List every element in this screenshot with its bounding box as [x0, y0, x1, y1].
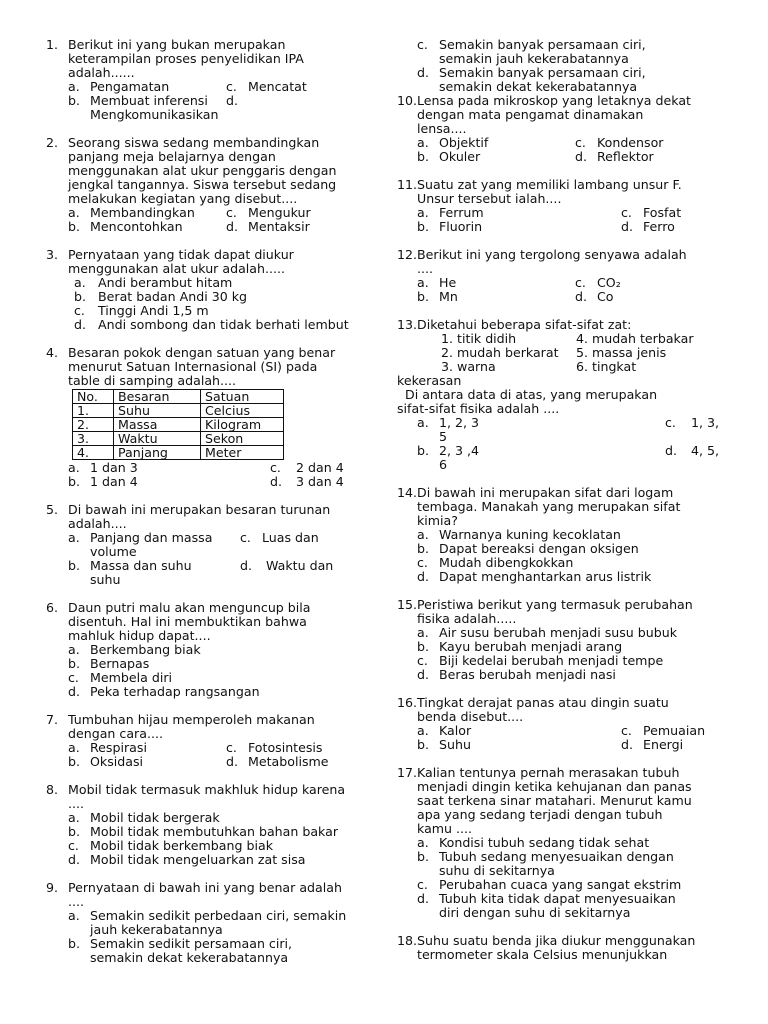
- option-b[interactable]: Mencontohkan: [90, 219, 183, 234]
- question-number: 4.: [46, 345, 59, 360]
- option-d[interactable]: Ferro: [643, 219, 675, 234]
- option-c[interactable]: Tinggi Andi 1,5 m: [98, 303, 209, 318]
- question-number: 12.: [397, 247, 418, 262]
- question-2: 2. Seorang siswa sedang membandingkan panjang meja belajarnya dengan menggunakan alat ukur penggaris dengan jengkal tangannya. Siswa tersebut sedang melakukan kegiatan yang disebut.... a. Membandingkan c. Mengukur b. Mencontohkan d. Mentaksir: [46, 136, 376, 234]
- option-b[interactable]: 2, 3 ,4: [439, 443, 480, 458]
- question-15: 15. Peristiwa berikut yang termasuk perubahan fisika adalah..... a. Air susu berubah menjadi susu bubuk b. Kayu berubah menjadi arang c. Biji kedelai berubah menjadi tempe d. Beras berubah menjadi nasi: [397, 597, 693, 682]
- option-d[interactable]: Mentaksir: [248, 219, 310, 234]
- option-a[interactable]: Ferrum: [439, 205, 484, 220]
- question-number: 3.: [46, 247, 59, 262]
- option-d[interactable]: Peka terhadap rangsangan: [90, 684, 260, 699]
- option-c[interactable]: 1, 3,: [691, 415, 720, 430]
- option-c[interactable]: CO₂: [597, 275, 621, 290]
- option-a[interactable]: Objektif: [439, 135, 489, 150]
- question-16: 16. Tingkat derajat panas atau dingin suatu benda disebut.... a. Kalor c. Pemuaian b. Suhu d. Energi: [397, 695, 706, 752]
- option-d[interactable]: Andi sombong dan tidak berhati lembut: [98, 317, 349, 332]
- option-d[interactable]: Metabolisme: [248, 754, 329, 769]
- option-b[interactable]: Mobil tidak membutuhkan bahan bakar: [90, 824, 339, 839]
- option-c[interactable]: Mudah dibengkokkan: [439, 555, 574, 570]
- option-c[interactable]: Mengukur: [248, 205, 311, 220]
- question-5: 5. Di bawah ini merupakan besaran turunan adalah.... a. Panjang dan massa c. Luas dan volume b. Massa dan suhu d. Waktu dan suhu: [46, 502, 334, 587]
- question-number: 16.: [397, 695, 418, 710]
- question-number: 1.: [46, 37, 59, 52]
- option-a[interactable]: Kondisi tubuh sedang tidak sehat: [439, 835, 650, 850]
- right-column: [397, 38, 727, 976]
- question-number: 8.: [46, 782, 59, 797]
- question-number: 10.: [397, 93, 418, 108]
- option-d[interactable]: Tubuh kita tidak dapat menyesuaikan: [439, 891, 676, 906]
- question-number: 17.: [397, 765, 418, 780]
- question-number: 18.: [397, 933, 418, 948]
- question-number: 9.: [46, 880, 59, 895]
- option-b[interactable]: Oksidasi: [90, 754, 144, 769]
- option-a[interactable]: Respirasi: [90, 740, 147, 755]
- option-c[interactable]: Pemuaian: [643, 723, 706, 738]
- option-a[interactable]: Andi berambut hitam: [98, 275, 233, 290]
- option-b[interactable]: Tubuh sedang menyesuaikan dengan: [439, 849, 674, 864]
- option-b[interactable]: Okuler: [439, 149, 481, 164]
- option-b[interactable]: Dapat bereaksi dengan oksigen: [439, 541, 639, 556]
- option-a[interactable]: Mobil tidak bergerak: [90, 810, 220, 825]
- question-1: [46, 38, 376, 122]
- option-c[interactable]: Kondensor: [597, 135, 664, 150]
- option-a[interactable]: Membandingkan: [90, 205, 195, 220]
- property-list: 1. titik didih 4. mudah terbakar 2. mudah berkarat 5. massa jenis 3. warna 6. tingkat: [441, 331, 694, 374]
- option-c[interactable]: Mencatat: [248, 79, 307, 94]
- option-b[interactable]: Fluorin: [439, 219, 483, 234]
- question-6: 6. Daun putri malu akan menguncup bila disentuh. Hal ini membuktikan bahwa mahluk hidup dapat.... a. Berkembang biak b. Bernapas c. Membela diri d. Peka terhadap rangsangan: [46, 600, 311, 699]
- question-number: 6.: [46, 600, 59, 615]
- option-c[interactable]: Mobil tidak berkembang biak: [90, 838, 273, 853]
- table-row: 4. Panjang Meter: [73, 446, 284, 460]
- question-number: 7.: [46, 712, 59, 727]
- option-d[interactable]: Waktu dan: [266, 558, 334, 573]
- option-c[interactable]: 2 dan 4: [296, 460, 344, 475]
- table-header: No. Besaran Satuan: [73, 390, 284, 404]
- option-b[interactable]: Membuat inferensi: [90, 93, 208, 108]
- option-d[interactable]: 4, 5,: [691, 443, 720, 458]
- option-a[interactable]: Kalor: [439, 723, 472, 738]
- option-c[interactable]: Biji kedelai berubah menjadi tempe: [439, 653, 664, 668]
- option-a[interactable]: 1 dan 3: [90, 460, 138, 475]
- option-d[interactable]: Energi: [643, 737, 684, 752]
- question-number: 14.: [397, 485, 418, 500]
- question-10: 10. Lensa pada mikroskop yang letaknya dekat dengan mata pengamat dinamakan lensa.... a. Objektif c. Kondensor b. Okuler d. Reflektor: [397, 93, 691, 164]
- table-row: 3. Waktu Sekon: [73, 432, 284, 446]
- option-d[interactable]: Co: [597, 289, 614, 304]
- option-b[interactable]: Mn: [439, 289, 458, 304]
- question-4: 4. Besaran pokok dengan satuan yang benar menurut Satuan Internasional (SI) pada table di samping adalah.... No. Besaran Satuan 1. Suhu Celcius 2. Massa Kilogram 3. Waktu Sekon 4. Panjang Meter a. 1 dan 3 c. 2 dan 4 b. 1 dan 4 d. 3 dan 4: [46, 345, 344, 489]
- option-a[interactable]: Air susu berubah menjadi susu bubuk: [439, 625, 678, 640]
- question-7: 7. Tumbuhan hijau memperoleh makanan dengan cara.... a. Respirasi c. Fotosintesis b. Oksidasi d. Metabolisme: [46, 712, 329, 769]
- option-d[interactable]: Dapat menghantarkan arus listrik: [439, 569, 652, 584]
- question-3: 3. Pernyataan yang tidak dapat diukur menggunakan alat ukur adalah..... a. Andi berambut hitam b. Berat badan Andi 30 kg c. Tinggi Andi 1,5 m d. Andi sombong dan tidak berhati lembut: [46, 247, 349, 332]
- option-d[interactable]: Mengkomunikasikan: [90, 107, 219, 122]
- option-c[interactable]: Semakin banyak persamaan ciri,: [439, 37, 646, 52]
- option-c[interactable]: Fosfat: [643, 205, 682, 220]
- table-row: 2. Massa Kilogram: [73, 418, 284, 432]
- option-a[interactable]: He: [439, 275, 457, 290]
- option-b[interactable]: Kayu berubah menjadi arang: [439, 639, 623, 654]
- option-b[interactable]: Berat badan Andi 30 kg: [98, 289, 248, 304]
- question-9: 9. Pernyataan di bawah ini yang benar adalah .... a. Semakin sedikit perbedaan ciri, semakin jauh kekerabatannya b. Semakin sedikit persamaan ciri, semakin dekat kekerabatannya: [46, 880, 347, 965]
- left-column: [46, 38, 376, 979]
- question-number: 15.: [397, 597, 418, 612]
- question-number: 11.: [397, 177, 418, 192]
- option-b[interactable]: 1 dan 4: [90, 474, 138, 489]
- question-18: 18. Suhu suatu benda jika diukur menggunakan termometer skala Celsius menunjukkan: [397, 933, 696, 962]
- units-table: [72, 389, 284, 460]
- options: a. Pengamatan c. Mencatat b. Membuat inferensi d. Mengkomunikasikan: [68, 79, 307, 122]
- question-14: 14. Di bawah ini merupakan sifat dari logam tembaga. Manakah yang merupakan sifat kimia? a. Warnanya kuning kecoklatan b. Dapat bereaksi dengan oksigen c. Mudah dibengkokkan d. Dapat menghantarkan arus listrik: [397, 485, 681, 584]
- question-number: 2.: [46, 135, 59, 150]
- option-a[interactable]: Semakin sedikit perbedaan ciri, semakin: [90, 908, 347, 923]
- question-text: Berikut ini yang bukan merupakan keterampilan proses penyelidikan IPA adalah......: [68, 37, 304, 80]
- option-b[interactable]: Massa dan suhu: [90, 558, 192, 573]
- question-text: Seorang siswa sedang membandingkan panjang meja belajarnya dengan menggunakan alat ukur penggaris dengan jengkal tangannya. Siswa tersebut sedang melakukan kegiatan yang disebut....: [68, 135, 337, 206]
- option-c[interactable]: Fotosintesis: [248, 740, 323, 755]
- option-c[interactable]: Membela diri: [90, 670, 173, 685]
- option-b[interactable]: Bernapas: [90, 656, 150, 671]
- option-d[interactable]: Beras berubah menjadi nasi: [439, 667, 616, 682]
- option-a[interactable]: Panjang dan massa: [90, 530, 213, 545]
- question-11: 11. Suatu zat yang memiliki lambang unsur F. Unsur tersebut ialah.... a. Ferrum c. Fosfat b. Fluorin d. Ferro: [397, 177, 682, 234]
- option-a[interactable]: Warnanya kuning kecoklatan: [439, 527, 621, 542]
- option-a[interactable]: Berkembang biak: [90, 642, 201, 657]
- question-number: 5.: [46, 502, 59, 517]
- question-12: 12. Berikut ini yang tergolong senyawa adalah .... a. He c. CO₂ b. Mn d. Co: [397, 247, 687, 304]
- option-a[interactable]: Pengamatan: [90, 79, 170, 94]
- option-a[interactable]: 1, 2, 3: [439, 415, 480, 430]
- option-d[interactable]: Semakin banyak persamaan ciri,: [439, 65, 646, 80]
- option-d[interactable]: Mobil tidak mengeluarkan zat sisa: [90, 852, 306, 867]
- option-c[interactable]: Luas dan: [262, 530, 319, 545]
- option-d[interactable]: Reflektor: [597, 149, 654, 164]
- question-8: 8. Mobil tidak termasuk makhluk hidup karena .... a. Mobil tidak bergerak b. Mobil tidak membutuhkan bahan bakar c. Mobil tidak berkembang biak d. Mobil tidak mengeluarkan zat sisa: [46, 782, 346, 867]
- question-17: 17. Kalian tentunya pernah merasakan tubuh menjadi dingin ketika kehujanan dan panas saat terkena sinar matahari. Menurut kamu apa yang sedang terjadi dengan tubuh kamu .... a. Kondisi tubuh sedang tidak sehat b. Tubuh sedang menyesuaikan dengan suhu di sekitarnya c. Perubahan cuaca yang sangat ekstrim d. Tubuh kita tidak dapat menyesuaikan diri dengan suhu di sekitarnya: [397, 765, 692, 920]
- option-c[interactable]: Perubahan cuaca yang sangat ekstrim: [439, 877, 682, 892]
- question-9-continued: c. Semakin banyak persamaan ciri, semakin jauh kekerabatannya d. Semakin banyak persamaan ciri, semakin dekat kekerabatannya: [417, 37, 646, 94]
- option-b[interactable]: Semakin sedikit persamaan ciri,: [90, 936, 293, 951]
- question-number: 13.: [397, 317, 418, 332]
- option-b[interactable]: Suhu: [439, 737, 471, 752]
- question-13: 13. Diketahui beberapa sifat-sifat zat: 1. titik didih 4. mudah terbakar 2. mudah berkarat 5. massa jenis 3. warna 6. tingkat kekerasan Di antara data di atas, yang merupakan sifat-sifat fisika adalah .... a. 1, 2, 3 c. 1, 3, 5 b. 2, 3 ,4 d. 4, 5, 6: [397, 318, 727, 472]
- option-d[interactable]: 3 dan 4: [296, 474, 344, 489]
- table-row: 1. Suhu Celcius: [73, 404, 284, 418]
